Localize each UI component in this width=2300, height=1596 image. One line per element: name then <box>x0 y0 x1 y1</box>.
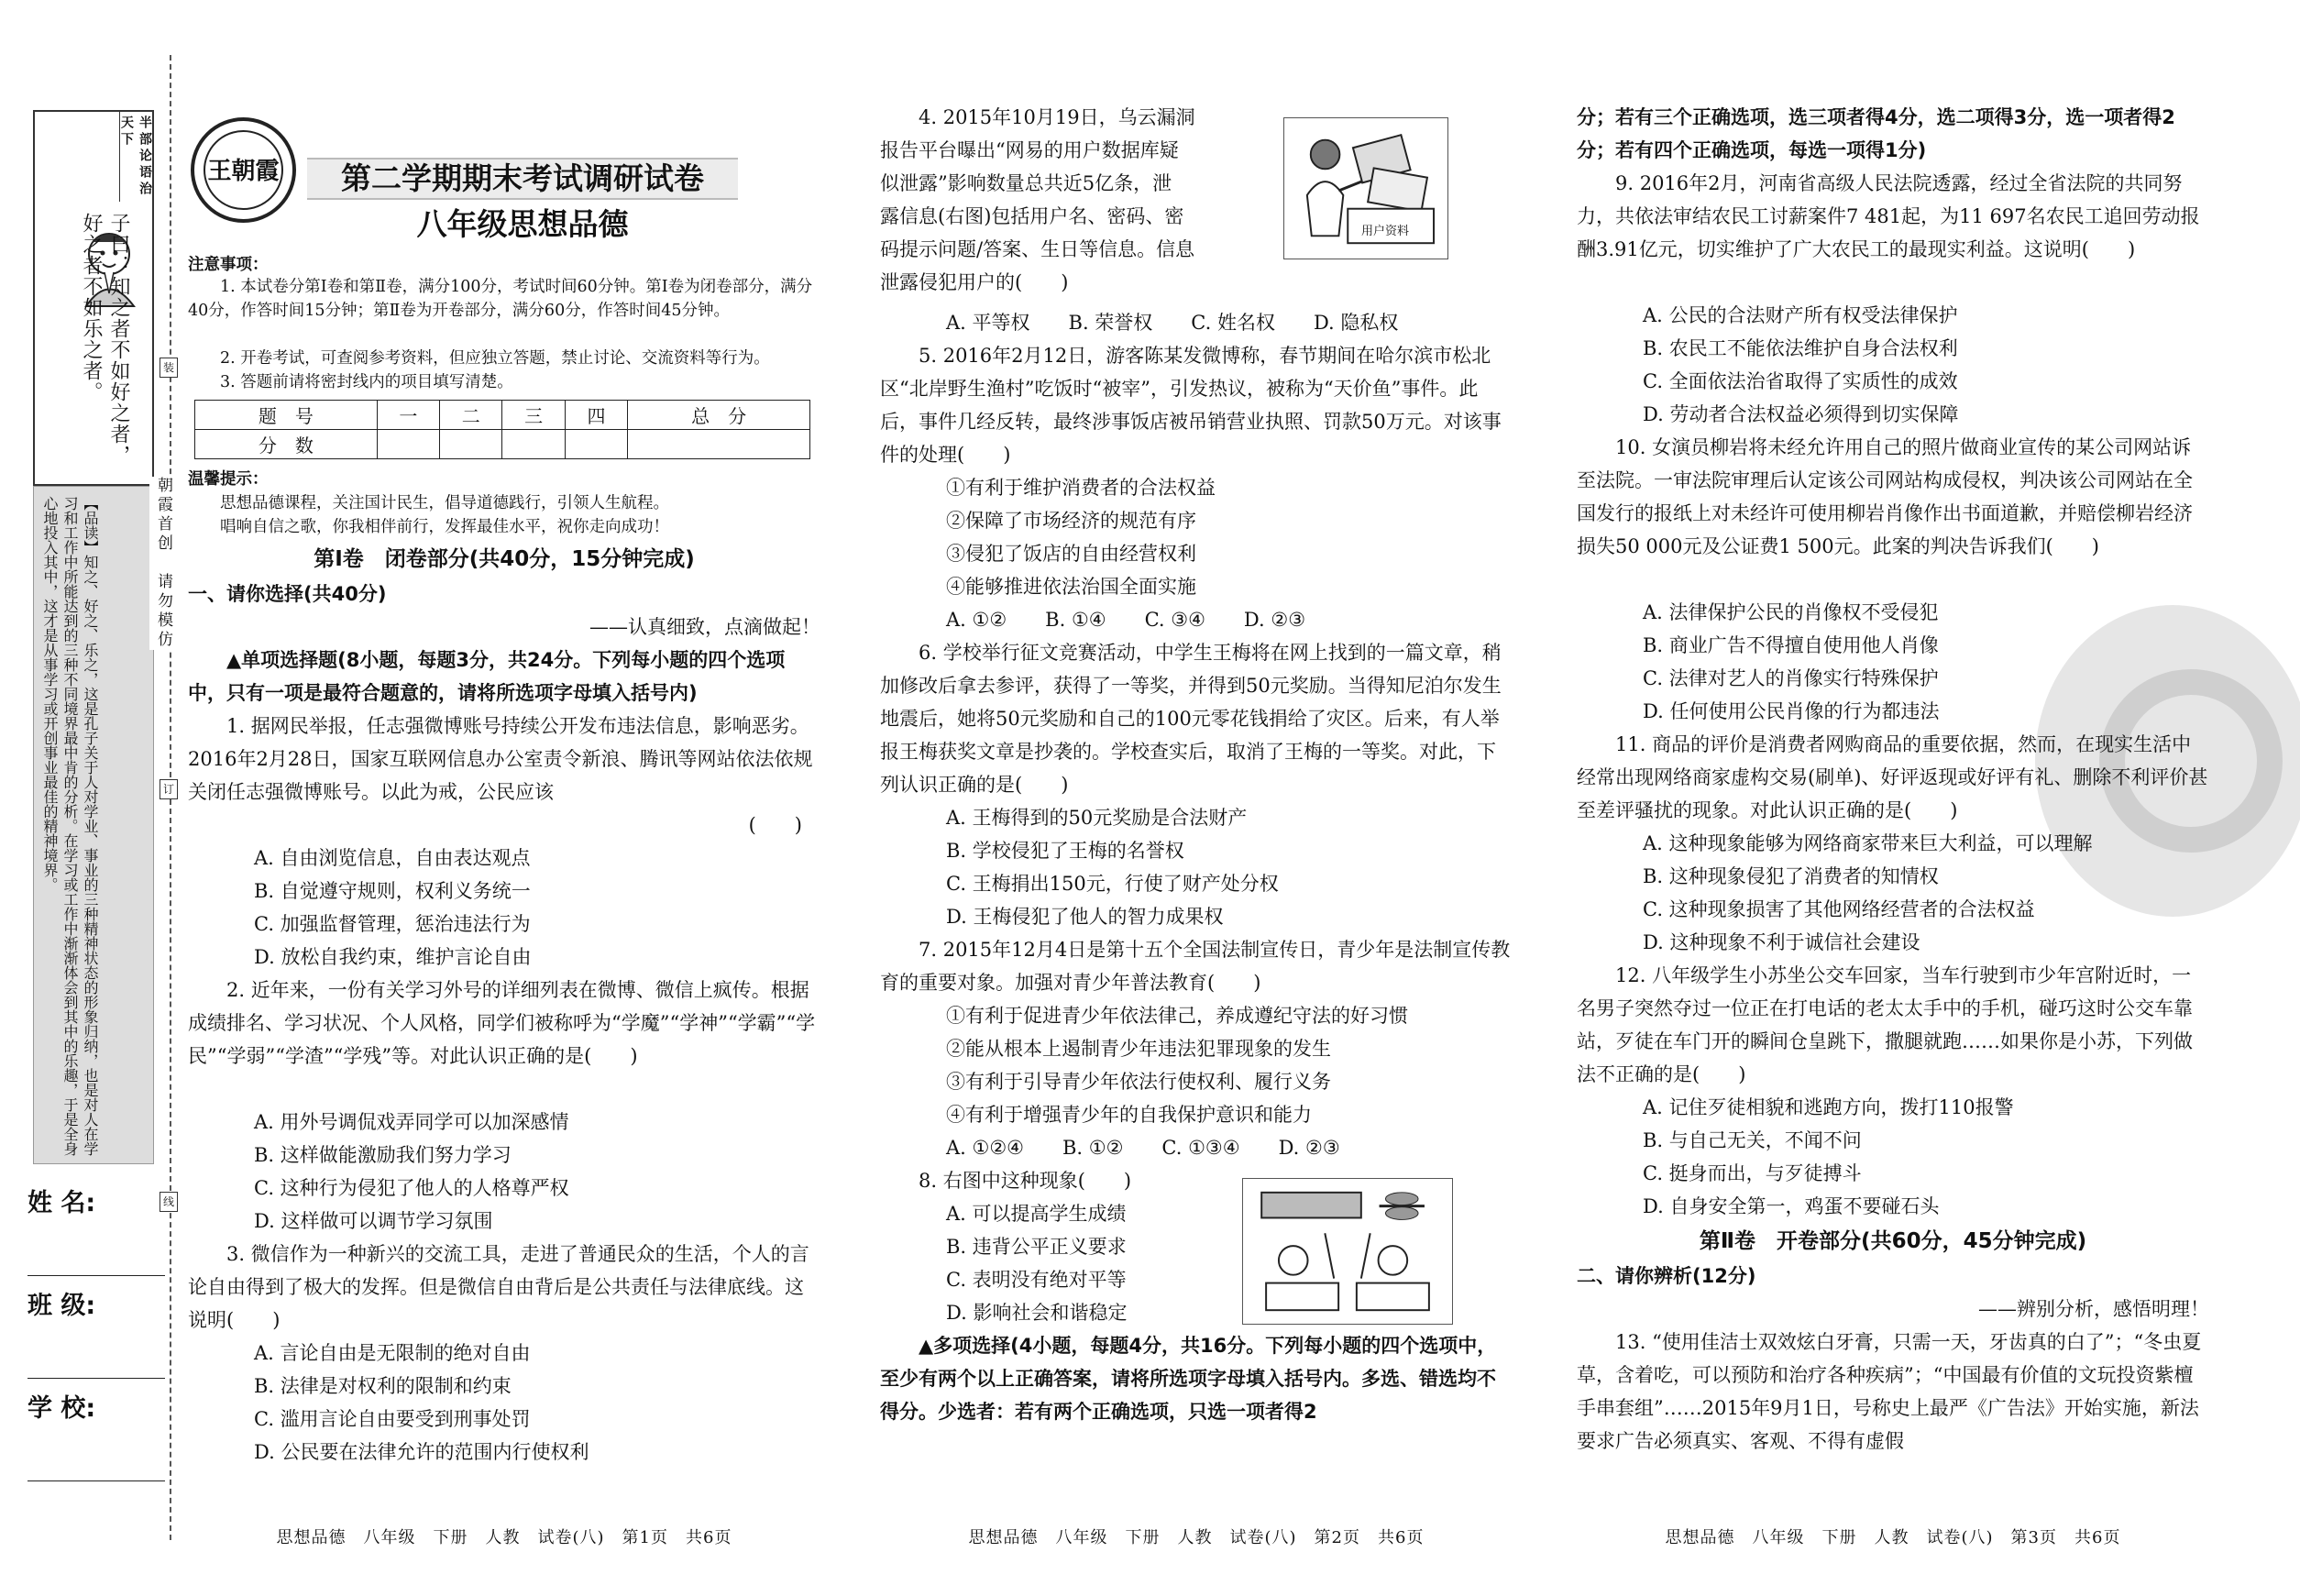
q7-item-1: ①有利于促进青少年依法律己，养成遵纪守法的好习惯 <box>946 1005 1408 1027</box>
question-4-line-4: 露信息(右图)包括用户名、密码、密 <box>880 205 1184 227</box>
logo-text: 王朝霞 <box>204 130 283 210</box>
q5-item-4: ④能够推进依法治国全面实施 <box>946 576 1196 598</box>
tips-heading: 温馨提示： <box>188 470 269 489</box>
q6-option-b[interactable]: B. 学校侵犯了王梅的名誉权 <box>946 840 1184 862</box>
seal-mark-zhuang: 装 <box>160 358 178 378</box>
q9-option-b[interactable]: B. 农民工不能依法维护自身合法权利 <box>1643 337 1958 359</box>
q8-option-c[interactable]: C. 表明没有绝对平等 <box>946 1269 1127 1291</box>
note-2: 2. 开卷考试，可查阅参考资料，但应独立答题，禁止讨论、交流资料等行为。 <box>220 349 770 368</box>
seal-mark-ding: 订 <box>160 779 178 799</box>
q10-option-c[interactable]: C. 法律对艺人的肖像实行特殊保护 <box>1643 667 1939 689</box>
tips-line-1: 思想品德课程，关注国计民生，倡导道德践行，引领人生航程。 <box>220 494 669 512</box>
q6-option-c[interactable]: C. 王梅捐出150元，行使了财产处分权 <box>946 873 1279 895</box>
q12-option-a[interactable]: A. 记住歹徒相貌和逃跑方向，拨打110报警 <box>1643 1096 2014 1118</box>
notes-heading: 注意事项： <box>188 256 269 274</box>
question-10: 10. 女演员柳岩将未经允许用自己的照片做商业宣传的某公司网站诉至法院。一审法院审理后认定该公司网站构成侵权，判决该公司网站在全国发行的报纸上对未经许可使用柳岩肖像作出书面道歉，并赔偿柳岩经济损失50 000元及公证费1 500元。此案的判决告诉我们( ) <box>1577 436 2193 557</box>
q10-option-d[interactable]: D. 任何使用公民肖像的行为都违法 <box>1643 700 1940 722</box>
q4-options[interactable]: A. 平等权 B. 荣誉权 C. 姓名权 D. 隐私权 <box>946 312 1399 334</box>
note-1: 1. 本试卷分第Ⅰ卷和第Ⅱ卷，满分100分，考试时间60分钟。第Ⅰ卷为闭卷部分，满分40分，作答时间15分钟；第Ⅱ卷为开卷部分，满分60分，作答时间45分钟。 <box>188 278 813 320</box>
q1-option-a[interactable]: A. 自由浏览信息，自由表达观点 <box>254 847 531 869</box>
table-header-cell: 总 分 <box>628 401 810 430</box>
question-7: 7. 2015年12月4日是第十五个全国法制宣传日，青少年是法制宣传教育的重要对象。加强对青少年普法教育( ) <box>880 939 1511 994</box>
column-2 <box>880 0 1513 1596</box>
classroom-illustration <box>1242 1178 1453 1325</box>
question-9: 9. 2016年2月，河南省高级人民法院透露，经过全省法院的共同努力，共依法审结农民工讨薪案件7 481起，为11 697名农民工追回劳动报酬3.91亿元，切实维护了广大农民工的最现实利益。这说明( ) <box>1577 172 2200 260</box>
q5-item-3: ③侵犯了饭店的自由经营权利 <box>946 543 1196 565</box>
question-1: 1. 据网民举报，任志强微博账号持续公开发布违法信息，影响恶劣。2016年2月28日，国家互联网信息办公室责令新浪、腾讯等网站依法依规关闭任志强微博账号。以此为戒，公民应该 <box>188 715 813 803</box>
question-4-line-1: 4. 2015年10月19日，乌云漏洞 <box>919 106 1195 128</box>
name-field[interactable] <box>28 1225 165 1276</box>
sidebar-banner: 半部论语治天下 <box>119 110 154 202</box>
q7-item-3: ③有利于引导青少年依法行使权利、履行义务 <box>946 1071 1331 1093</box>
confucius-quote: 子曰：知之者不如好之者，好之者不如乐之者。 <box>80 213 130 466</box>
page-title: 第二学期期末考试调研试卷 <box>341 160 704 196</box>
q3-option-c[interactable]: C. 滥用言论自由要受到刑事处罚 <box>254 1408 531 1430</box>
q3-option-d[interactable]: D. 公民要在法律允许的范围内行使权利 <box>254 1441 589 1463</box>
seal-text: 朝霞首创 请勿模仿 <box>149 477 175 650</box>
illus-label: 用户资料 <box>1361 225 1410 238</box>
school-label: 学 校: <box>28 1394 96 1423</box>
score-row-label: 分 数 <box>195 430 378 459</box>
q8-option-a[interactable]: A. 可以提高学生成绩 <box>946 1203 1127 1225</box>
q2-option-d[interactable]: D. 这样做可以调节学习氛围 <box>254 1210 493 1232</box>
q8-option-d[interactable]: D. 影响社会和谐稳定 <box>946 1302 1128 1324</box>
question-4-line-3: 似泄露”影响数量总共近5亿条，泄 <box>880 172 1172 194</box>
section1-heading: 一、请你选择(共40分) <box>188 583 387 605</box>
q11-option-c[interactable]: C. 这种现象损害了其他网络经营者的合法权益 <box>1643 898 2035 920</box>
reading-box <box>33 486 154 1164</box>
page-subtitle: 八年级思想品德 <box>416 206 629 242</box>
page-footer-1: 思想品德 八年级 下册 人教 试卷(八) 第1页 共6页 <box>276 1528 732 1547</box>
question-3: 3. 微信作为一种新兴的交流工具，走进了普通民众的生活，个人的言论自由得到了极大的发挥。但是微信自由背后是公共责任与法律底线。这说明( ) <box>188 1243 809 1331</box>
question-5: 5. 2016年2月12日，游客陈某发微博称，春节期间在哈尔滨市松北区“北岸野生渔村”吃饭时“被宰”，引发热议，被称为“天价鱼”事件。此后，事件几经反转，最终涉事饭店被吊销营业执照、罚款50万元。对该事件的处理( ) <box>880 345 1502 466</box>
data-leak-illustration <box>1283 117 1448 259</box>
q2-option-c[interactable]: C. 这种行为侵犯了他人的人格尊严权 <box>254 1177 569 1199</box>
question-6: 6. 学校举行征文竞赛活动，中学生王梅将在网上找到的一篇文章，稍加修改后拿去参评，获得了一等奖，并得到50元奖励。当得知尼泊尔发生地震后，她将50元奖励和自己的100元零花钱捐给了灾区。后来，有人举报王梅获奖文章是抄袭的。学校查实后，取消了王梅的一等奖。对此，下列认识正确的是( ) <box>880 642 1502 796</box>
q9-option-c[interactable]: C. 全面依法治省取得了实质性的成效 <box>1643 370 1958 392</box>
class-label: 班 级: <box>28 1292 96 1320</box>
q12-option-b[interactable]: B. 与自己无关，不闻不问 <box>1643 1129 1862 1151</box>
question-4-line-6: 泄露侵犯用户的( ) <box>880 271 1069 293</box>
single-choice-intro: ▲单项选择题(8小题，每题3分，共24分。下列每小题的四个选项中，只有一项是最符合题意的，请将所选项字母填入括号内) <box>188 649 786 704</box>
part1-heading: 第Ⅰ卷 闭卷部分(共40分，15分钟完成) <box>314 547 695 571</box>
q7-options[interactable]: A. ①②④ B. ①② C. ①③④ D. ②③ <box>946 1137 1340 1159</box>
classroom-icon <box>1243 1179 1452 1324</box>
q12-option-c[interactable]: C. 挺身而出，与歹徒搏斗 <box>1643 1162 1862 1184</box>
question-2: 2. 近年来，一份有关学习外号的详细列表在微博、微信上疯传。根据成绩排名、学习状况、个人风格，同学们被称呼为“学魔”“学神”“学霸”“学民”“学弱”“学渣”“学残”等。对此认识正确的是( ) <box>188 979 816 1067</box>
q12-option-d[interactable]: D. 自身安全第一，鸡蛋不要碰石头 <box>1643 1195 1940 1217</box>
table-header-cell: 四 <box>565 401 627 430</box>
q8-option-b[interactable]: B. 违背公平正义要求 <box>946 1236 1127 1258</box>
seal-mark-xian: 线 <box>160 1192 178 1212</box>
question-13: 13. “使用佳洁士双效炫白牙膏，只需一天，牙齿真的白了”；“冬虫夏草，含着吃，可以预防和治疗各种疾病”；“中国最有价值的文玩投资紫檀手串套组”……2015年9月1日，号称史上最严《广告法》开始实施，新法要求广告必须真实、客观、不得有虚假 <box>1577 1331 2202 1452</box>
q6-option-d[interactable]: D. 王梅侵犯了他人的智力成果权 <box>946 906 1224 928</box>
q5-item-1: ①有利于维护消费者的合法权益 <box>946 477 1216 499</box>
school-field[interactable] <box>28 1430 165 1481</box>
question-11: 11. 商品的评价是消费者网购商品的重要依据，然而，在现实生活中经常出现网络商家虚构交易(刷单)、好评返现或好评有礼、删除不利评价甚至差评骚扰的现象。对此认识正确的是( ) <box>1577 733 2208 821</box>
q7-item-2: ②能从根本上遏制青少年违法犯罪现象的发生 <box>946 1038 1331 1060</box>
table-header-cell: 一 <box>377 401 439 430</box>
multi-choice-intro: ▲多项选择(4小题，每题4分，共16分。下列每小题的四个选项中，至少有两个以上正确答案，请将所选项字母填入括号内。多选、错选均不得分。少选者：若有两个正确选项，只选一项者得2 <box>880 1335 1497 1423</box>
q2-option-b[interactable]: B. 这样做能激励我们努力学习 <box>254 1144 512 1166</box>
class-field[interactable] <box>28 1327 165 1379</box>
left-sidebar <box>0 0 170 1596</box>
multi-choice-cont: 分；若有三个正确选项，选三项者得4分，选二项得3分，选一项者得2分；若有四个正确选项，每选一项得1分) <box>1577 106 2175 161</box>
q5-item-2: ②保障了市场经济的规范有序 <box>946 510 1196 532</box>
note-3: 3. 答题前请将密封线内的项目填写清楚。 <box>220 373 513 391</box>
part2-heading: 第Ⅱ卷 开卷部分(共60分，45分钟完成) <box>1699 1229 2087 1253</box>
question-4-line-2: 报告平台曝出“网易的用户数据库疑 <box>880 139 1179 161</box>
q9-option-d[interactable]: D. 劳动者合法权益必须得到切实保障 <box>1643 403 1959 425</box>
table-header-cell: 题 号 <box>195 401 378 430</box>
q1-paren: ( ) <box>748 814 802 836</box>
motto-2: ——辨别分析，感悟明理！ <box>1978 1298 2209 1320</box>
q10-option-a[interactable]: A. 法律保护公民的肖像权不受侵犯 <box>1643 601 1939 623</box>
q3-option-b[interactable]: B. 法律是对权利的限制和约束 <box>254 1375 512 1397</box>
motto-1: ——认真细致，点滴做起！ <box>589 616 820 638</box>
q1-option-c[interactable]: C. 加强监督管理，惩治违法行为 <box>254 913 531 935</box>
q2-option-a[interactable]: A. 用外号调侃戏弄同学可以加深感情 <box>254 1111 569 1133</box>
q1-option-b[interactable]: B. 自觉遵守规则，权利义务统一 <box>254 880 531 902</box>
question-8: 8. 右图中这种现象( ) <box>919 1170 1132 1192</box>
q5-options[interactable]: A. ①② B. ①④ C. ③④ D. ②③ <box>946 609 1306 631</box>
q10-option-b[interactable]: B. 商业广告不得擅自使用他人肖像 <box>1643 634 1939 656</box>
q9-option-a[interactable]: A. 公民的合法财产所有权受法律保护 <box>1643 304 1958 326</box>
name-label: 姓 名: <box>28 1189 96 1217</box>
question-12: 12. 八年级学生小苏坐公交车回家，当车行驶到市少年宫附近时，一名男子突然夺过一位正在打电话的老太太手中的手机，碰巧这时公交车靠站，歹徒在车门开的瞬间仓皇跳下，撒腿就跑……如果你是小苏，下列做法不正确的是( ) <box>1577 964 2193 1085</box>
table-header-cell: 二 <box>440 401 502 430</box>
q1-option-d[interactable]: D. 放松自我约束，维护言论自由 <box>254 946 532 968</box>
page-footer-2: 思想品德 八年级 下册 人教 试卷(八) 第2页 共6页 <box>968 1528 1425 1547</box>
column-3 <box>1577 0 2209 1596</box>
column-1-body <box>188 0 820 1596</box>
section2-heading: 二、请你辨析(12分) <box>1577 1265 1756 1287</box>
q11-option-d[interactable]: D. 这种现象不利于诚信社会建设 <box>1643 931 1920 953</box>
page-footer-3: 思想品德 八年级 下册 人教 试卷(八) 第3页 共6页 <box>1665 1528 2121 1547</box>
q11-option-b[interactable]: B. 这种现象侵犯了消费者的知情权 <box>1643 865 1939 887</box>
tips-line-2: 唱响自信之歌，你我相伴前行，发挥最佳水平，祝你走向成功！ <box>220 518 669 536</box>
student-fields <box>28 1183 165 1491</box>
q3-option-a[interactable]: A. 言论自由是无限制的绝对自由 <box>254 1342 531 1364</box>
q11-option-a[interactable]: A. 这种现象能够为网络商家带来巨大利益，可以理解 <box>1643 832 2093 854</box>
question-4-line-5: 码提示问题/答案、生日等信息。信息 <box>880 238 1195 260</box>
reading-text: 【品读】知之、好之、乐之，这是孔子关于人对学业、事业的三种精神状态的形象归纳，也是对人在学习和工作中所能达到的三种不同境界最中肯的分析。在学习或工作中渐渐体会到其中的乐趣，于是全身心地投入其中，这才是从事学习或开创事业最佳的精神境界。 <box>41 496 99 1156</box>
q6-option-a[interactable]: A. 王梅得到的50元奖励是合法财产 <box>946 807 1248 829</box>
q7-item-4: ④有利于增强青少年的自我保护意识和能力 <box>946 1104 1312 1126</box>
table-header-cell: 三 <box>502 401 565 430</box>
